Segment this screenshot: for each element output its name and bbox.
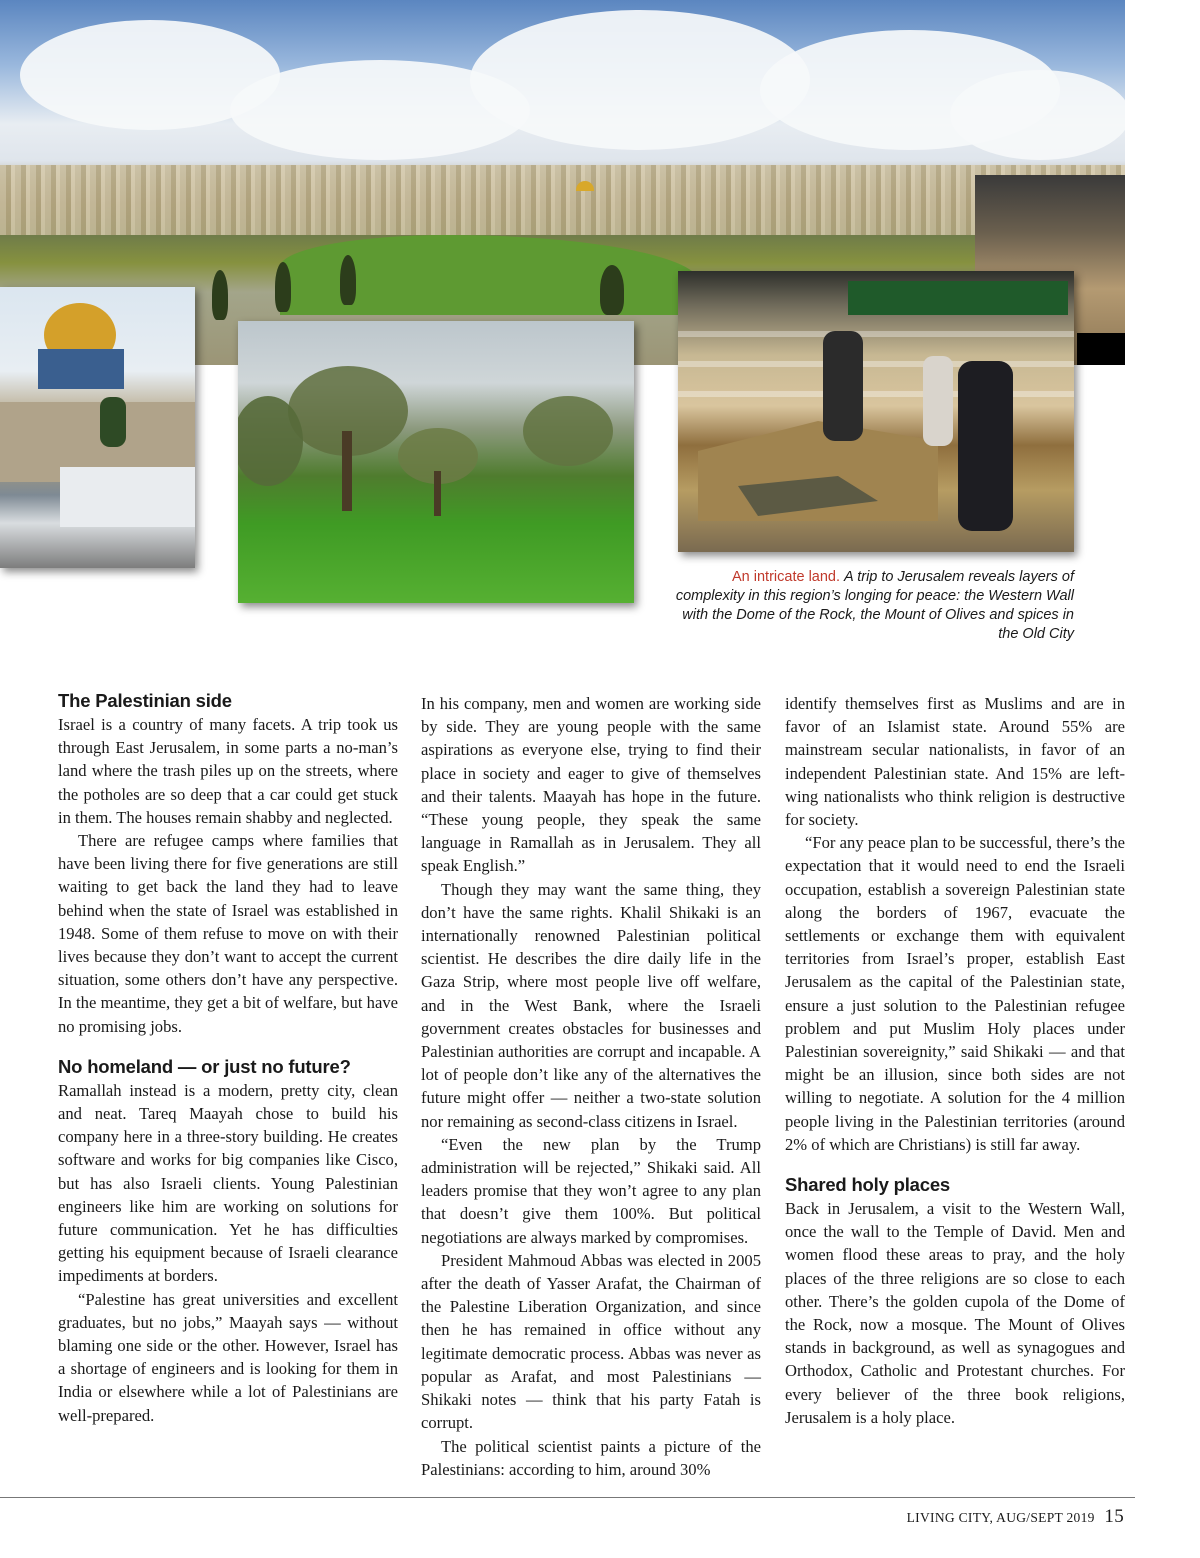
magazine-issue: LIVING CITY, AUG/SEPT 2019: [906, 1510, 1095, 1525]
paragraph: “Even the new plan by the Trump administration will be rejected,” Shikaki said. All leaders promise that they won’t agree to any plan that doesn’t give them 100%. But political negotiations are always marked by compromises.: [421, 1134, 761, 1247]
paragraph: In his company, men and women are working side by side. They are young people with the same aspirations as everyone else, trying to find their place in society and eager to give of themselves and their talents. Maayah has hope in the future. “These young people, they speak the same language in Ramallah as in Jerusalem. They all speak English.”: [421, 694, 761, 876]
mount-of-olives-photo: [238, 321, 634, 603]
paragraph: Back in Jerusalem, a visit to the Western Wall, once the wall to the Temple of David. Men and women flood these areas to pray, and the holy places of the three religions are so close to each other. There’s the golden cupola of the Dome of the Rock, now a mosque. The Mount of Olives stands in background, as well as synagogues and Orthodox, Catholic and Protestant churches. For every believer of the three book religions, Jerusalem is a holy place.: [785, 1199, 1125, 1427]
footer-rule: [0, 1497, 1135, 1498]
paragraph: Israel is a country of many facets. A trip took us through East Jerusalem, in some parts a no-man’s land where the trash piles up on the streets, where the potholes are so deep that a car could get stuck in them. The houses remain shabby and neglected.: [58, 715, 398, 827]
page-number: 15: [1104, 1506, 1124, 1527]
western-wall-dome-of-the-rock-photo: [0, 287, 195, 568]
article-column-3: [785, 692, 1125, 1429]
heading-shared-holy-places: Shared holy places: [785, 1174, 951, 1196]
article-column-1: [58, 689, 398, 1427]
paragraph: Though they may want the same thing, they don’t have the same rights. Khalil Shikaki is an internationally renowned Palestinian political scientist. He describes the dire daily life in the Gaza Strip, where most people live off welfare, and in the West Bank, where the Israeli government creates obstacles for businesses and Palestinian authorities are corrupt and incapable. A lot of people don’t like any of the alternatives the future might offer — neither a two-state solution nor remaining as second-class citizens in Israel.: [421, 879, 761, 1131]
photo-caption: [674, 568, 1074, 644]
paragraph: “For any peace plan to be successful, there’s the expectation that it would need to end the Israeli occupation, establish a sovereign Palestinian state along the borders of 1967, evacuate the settlements or exchange them with equivalent territories from Israel’s proper, establish East Jerusalem as the capital of the Palestinian state, ensure a just solution to the Palestinian refugee problem and put Muslim Holy places under Palestinian sovereignity,” said Shikaki — and that might be an illusion, since both sides are not willing to negotiate. A solution for the 4 million people living in the Palestinian territories (around 2% of which are Christians) is still far away.: [785, 833, 1125, 1154]
heading-no-homeland: No homeland — or just no future?: [58, 1055, 351, 1077]
caption-body: A trip to Jerusalem reveals layers of complexity in this region’s longing for peace: the Western Wall with the Dome of the Rock, the Mount of Olives and spices in the Old City: [675, 569, 1074, 642]
old-city-spice-shop-photo: [678, 271, 1074, 552]
paragraph: There are refugee camps where families that have been living there for five generations are still waiting to get back the land they had to leave behind when the state of Israel was established in 1948. Some of them refuse to move on with their lives because they don’t want to accept the current situation, some others don’t have any perspective. In the meantime, they get a bit of welfare, but have no promising jobs.: [58, 831, 398, 1036]
paragraph: Ramallah instead is a modern, pretty city, clean and neat. Tareq Maayah chose to build his company here in a three-story building. He creates software and works for big companies like Cisco, but has also Israeli clients. Young Palestinian engineers like him are working on solutions for future communication. Yet he has difficulties getting his equipment because of Israeli clearance impediments at borders.: [58, 1080, 398, 1286]
paragraph: The political scientist paints a picture of the Palestinians: according to him, around 30%: [421, 1436, 761, 1479]
caption-lead: An intricate land.: [732, 569, 841, 585]
page-footer: [907, 1506, 1124, 1528]
article-column-2: [421, 692, 761, 1481]
heading-palestinian-side: The Palestinian side: [58, 690, 232, 711]
paragraph: identify themselves first as Muslims and are in favor of an Islamist state. Around 55% are mainstream secular nationalists, in favor of an independent Palestinian state. And 15% are left-wing nationalists who think religion is destructive for society.: [785, 694, 1125, 830]
paragraph: “Palestine has great universities and excellent graduates, but no jobs,” Maayah says — without blaming one side or the other. However, Israel has a shortage of engineers and is looking for them in India or elsewhere while a lot of Palestinians are well-prepared.: [58, 1289, 398, 1425]
paragraph: President Mahmoud Abbas was elected in 2005 after the death of Yasser Arafat, the Chairman of the Palestine Liberation Organization, and since then he has remained in office without any legitimate democratic process. Abbas was never as popular as Arafat, and most Palestinians — Shikaki notes — think that his party Fatah is corrupt.: [421, 1250, 761, 1433]
